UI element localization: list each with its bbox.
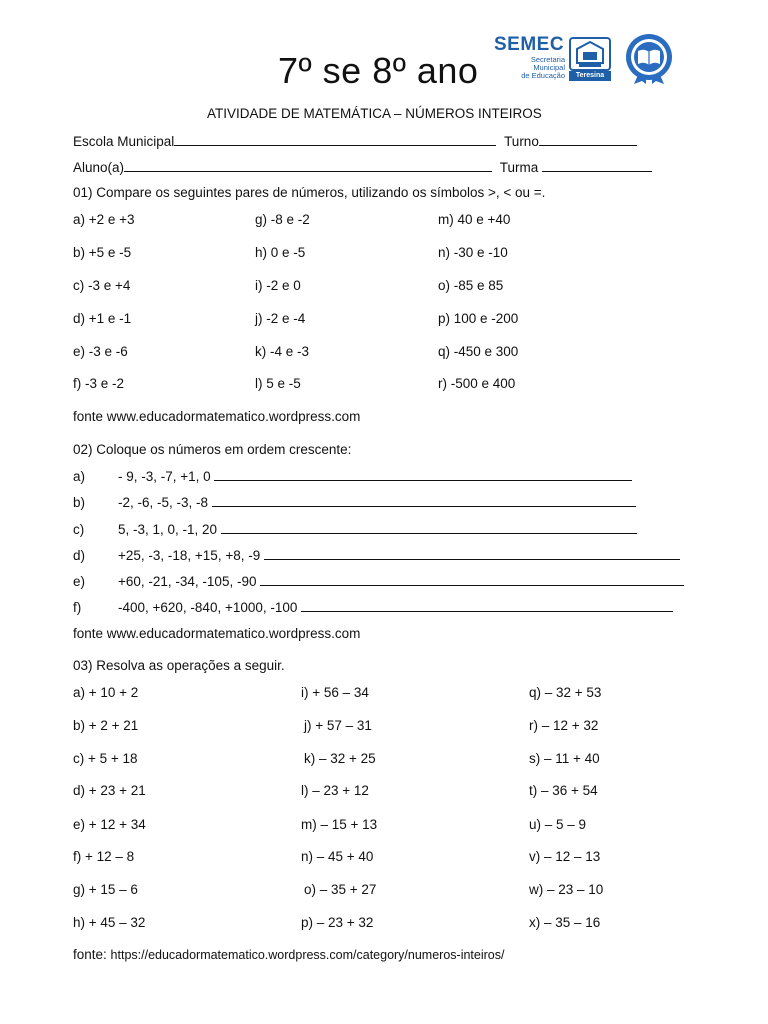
q3-item: j) + 57 – 31	[304, 718, 372, 733]
semec-name: SEMEC	[494, 34, 565, 55]
answer-line[interactable]	[221, 521, 637, 534]
q1-item: k) -4 e -3	[255, 344, 310, 359]
q2-item	[73, 547, 680, 563]
q3-item: h) + 45 – 32	[73, 915, 146, 930]
semec-subtitle: Secretaria Municipal de Educação	[521, 55, 565, 80]
q3-item: a) + 10 + 2	[73, 685, 139, 700]
q3-item: u) – 5 – 9	[529, 817, 587, 832]
education-badge-logo	[624, 33, 674, 85]
q3-item: q) – 32 + 53	[529, 685, 602, 700]
q2-item-label: c)	[73, 522, 85, 537]
q1-item: d) +1 e -1	[73, 311, 132, 326]
q3-item: m) – 15 + 13	[301, 817, 378, 832]
q2-item	[73, 573, 684, 589]
q2-prompt: 02) Coloque os números em ordem crescente:	[73, 442, 352, 457]
q2-item-numbers: 5, -3, 1, 0, -1, 20	[118, 522, 218, 537]
teresina-label: Teresina	[569, 71, 611, 81]
q1-item: h) 0 e -5	[255, 245, 306, 260]
q1-item: i) -2 e 0	[255, 278, 301, 293]
q2-item-numbers: +25, -3, -18, +15, +8, -9	[118, 548, 261, 563]
q2-item-label: d)	[73, 548, 86, 563]
q1-item: b) +5 e -5	[73, 245, 132, 260]
q1-item: q) -450 e 300	[438, 344, 519, 359]
q1-item: e) -3 e -6	[73, 344, 128, 359]
q2-item-label: a)	[73, 469, 86, 484]
q1-item: a) +2 e +3	[73, 212, 135, 227]
q3-item: l) – 23 + 12	[301, 783, 369, 798]
school-label: Escola Municipal	[73, 134, 175, 149]
q2-item-numbers: +60, -21, -34, -105, -90	[118, 574, 257, 589]
q3-item: k) – 32 + 25	[304, 751, 376, 766]
turno-label: Turno	[504, 134, 539, 149]
q3-source	[73, 947, 504, 962]
q3-item: s) – 11 + 40	[529, 751, 600, 766]
answer-line[interactable]	[260, 573, 684, 586]
q2-item-label: e)	[73, 574, 86, 589]
school-field[interactable]	[174, 133, 496, 146]
student-line	[73, 159, 652, 175]
student-field[interactable]	[124, 159, 492, 172]
q3-item: x) – 35 – 16	[529, 915, 601, 930]
book-badge-icon	[624, 33, 674, 85]
turma-label: Turma	[499, 160, 539, 175]
answer-line[interactable]	[301, 599, 673, 612]
q3-item: b) + 2 + 21	[73, 718, 139, 733]
q3-item: w) – 23 – 10	[529, 882, 604, 897]
q3-item: v) – 12 – 13	[529, 849, 601, 864]
teresina-crest	[569, 37, 611, 81]
answer-line[interactable]	[212, 494, 636, 507]
q3-item: g) + 15 – 6	[73, 882, 138, 897]
q1-prompt: 01) Compare os seguintes pares de números, utilizando os símbolos >, < ou =.	[73, 185, 546, 200]
school-line	[73, 133, 637, 149]
q2-item-numbers: -2, -6, -5, -3, -8	[118, 495, 209, 510]
q2-item-numbers: - 9, -3, -7, +1, 0	[118, 469, 211, 484]
semec-logo	[494, 34, 616, 84]
student-label: Aluno(a)	[73, 160, 125, 175]
crest-icon	[569, 37, 611, 71]
q3-item: p) – 23 + 32	[301, 915, 374, 930]
q1-item: l) 5 e -5	[255, 376, 301, 391]
q2-item	[73, 494, 636, 510]
q1-item: j) -2 e -4	[255, 311, 306, 326]
q3-item: c) + 5 + 18	[73, 751, 138, 766]
q3-item: r) – 12 + 32	[529, 718, 599, 733]
q3-item: n) – 45 + 40	[301, 849, 374, 864]
q1-item: g) -8 e -2	[255, 212, 310, 227]
q2-item	[73, 521, 637, 537]
q2-item-label: f)	[73, 600, 82, 615]
q2-item	[73, 599, 673, 615]
q2-item-numbers: -400, +620, -840, +1000, -100	[118, 600, 298, 615]
q3-item: o) – 35 + 27	[304, 882, 377, 897]
q3-source-label: fonte:	[73, 947, 107, 962]
q1-item: m) 40 e +40	[438, 212, 511, 227]
turno-field[interactable]	[539, 133, 637, 146]
q3-item: i) + 56 – 34	[301, 685, 369, 700]
answer-line[interactable]	[214, 468, 632, 481]
q2-source: fonte www.educadormatematico.wordpress.com	[73, 626, 361, 641]
turma-field[interactable]	[542, 159, 652, 172]
q1-item: p) 100 e -200	[438, 311, 519, 326]
q1-item: f) -3 e -2	[73, 376, 125, 391]
q1-item: o) -85 e 85	[438, 278, 504, 293]
q3-item: f) + 12 – 8	[73, 849, 135, 864]
q3-prompt: 03) Resolva as operações a seguir.	[73, 658, 285, 673]
activity-subtitle: ATIVIDADE DE MATEMÁTICA – NÚMEROS INTEIROS	[207, 106, 542, 121]
q2-item-label: b)	[73, 495, 86, 510]
q3-item: d) + 23 + 21	[73, 783, 146, 798]
q1-item: n) -30 e -10	[438, 245, 508, 260]
q1-item: c) -3 e +4	[73, 278, 131, 293]
q3-item: t) – 36 + 54	[529, 783, 598, 798]
q1-item: r) -500 e 400	[438, 376, 516, 391]
q3-source-link[interactable]: https://educadormatematico.wordpress.com/category/numeros-inteiros/	[110, 948, 505, 962]
answer-line[interactable]	[264, 547, 680, 560]
q2-item	[73, 468, 632, 484]
q1-source: fonte www.educadormatematico.wordpress.com	[73, 409, 361, 424]
page-title: 7º se 8º ano	[278, 50, 479, 91]
q3-item: e) + 12 + 34	[73, 817, 146, 832]
